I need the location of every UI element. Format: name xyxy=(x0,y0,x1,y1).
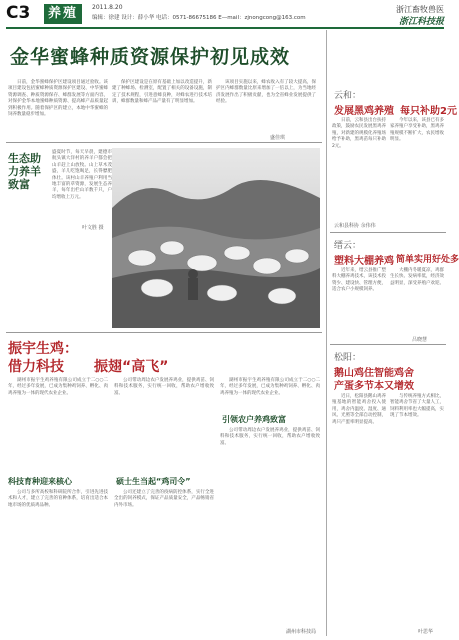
feature-col-1: 湖州市振宇生鸡养殖有限公司成立于二○○二年，经过多年发展，已成为集种鸡饲养、孵化、肉鸡养殖为一体的现代农业企业。 xyxy=(8,378,108,396)
lead-col-2: 保护区建设是在原有基础上加以改造提升，新建了种蜂场、检测室，配置了相关的设备设施，制定了技术规程，引进意蜂良种，对蜂农进行技术培训，蜂群数量和蜂产品产量有了明显增加。 xyxy=(112,80,212,105)
lead-headline: 金华蜜蜂种质资源保护初见成效 xyxy=(10,46,291,68)
feature-col-3b: 公司带动周边农户发展养鸡业，提供鸡苗、饲料和技术服务，实行统一回收，帮助农户增收致富。 xyxy=(220,428,320,446)
page-number: C3 xyxy=(6,3,31,23)
feature-col-3: 湖州市振宇生鸡养殖有限公司成立于二○○二年，经过多年发展，已成为集种鸡饲养、孵化、肉鸡养殖为一体的现代农业企业。 xyxy=(220,378,320,396)
region-jinyun: 缙云： xyxy=(334,241,362,251)
feature-col-1b: 公司与多所高校和科研院所合作，引进先进技术和人才，建立了完善的育种体系，培育出适合本地市场的优质鸡品种。 xyxy=(8,490,108,508)
lead-byline: 盛佳琪 xyxy=(270,135,286,141)
lead-col-1: 日前，金华蜜蜂保护区建设项目通过验收。该项目建设包括蜜蜂种质资源保护区建设、中华蜜蜂资源调查、种质资源保存、蜂群发展等方面内容，对保护金华本地蜜蜂种质资源、提高蜂产品质量起到积极作用。随着保护区的建立，本地中华蜜蜂的饲养数量稳步增加。 xyxy=(8,80,108,118)
goats-photo xyxy=(112,148,320,328)
songyang-title-2: 产蛋多节本又增效 xyxy=(334,381,414,392)
jinyun-title: 塑料大棚养鸡 xyxy=(334,256,394,267)
region-yunhe: 云和： xyxy=(334,91,362,101)
section-name: 浙江畜牧兽医 xyxy=(396,5,444,14)
photo-story-byline: 叶文胜 摄 xyxy=(82,225,104,231)
feature-subhead-1: 科技育种迎来核心 xyxy=(8,477,72,486)
issue-date: 2011.8.20 xyxy=(92,4,123,11)
feature-subhead-2: 硕士生当起“鸡司令” xyxy=(116,477,191,486)
feature-col-2: 公司带动周边农户发展养鸡业，提供鸡苗、饲料和技术服务，实行统一回收，帮助农户增收致富。 xyxy=(114,378,214,396)
feature-byline: 湖州市科技局 xyxy=(286,629,317,635)
section-tag: 养殖 xyxy=(44,4,82,24)
yunhe-byline: 云和县科协 余伟伟 xyxy=(334,223,376,229)
songyang-col-2: 与传统养殖方式相比，智能鸡舍节省了大量人工，饲料利用率也大幅提高，实现了节本增效。 xyxy=(390,394,444,419)
jinyun-byline: 吕晓慧 xyxy=(412,337,428,343)
songyang-col-1: 近日，松阳县鹅山鸡养殖基地的智能鸡舍投入使用，鸡舍内温度、湿度、通风、光照等全部自动控制，鸡只产蛋率明显提高。 xyxy=(332,394,386,425)
jinyun-col-2: 大棚内冬暖夏凉，鸡群生长快、发病率低，经济效益明显，深受养殖户欢迎。 xyxy=(390,268,444,286)
feature-col-2b: 公司还建立了完善的疫病防控体系，实行全进全出的饲养模式，保证产品质量安全，产品畅销省内外市场。 xyxy=(114,490,214,508)
photo-story-text: 盛夏时节，每天早晨，建德市航头镇大洋村的养羊户都会把山羊赶上山放牧。山上草木茂盛，羊儿吃饱喝足，长得膘肥体壮。该村山羊养殖户利用当地丰富的草资源，发展生态养羊，每年出栏山羊数千只，户均增收上万元。 xyxy=(52,150,112,200)
yunhe-col-1: 日前，云和县出台扶持政策，鼓励农民发展黑鸡养殖，对新建的规模化养殖场给予补助，黑鸡苗每只补助2元。 xyxy=(332,118,386,149)
feature-title-3: 振翅“高飞” xyxy=(94,359,169,375)
feature-title-1: 振宇生鸡： xyxy=(8,341,78,357)
paper-logo: 浙江科技报 xyxy=(398,17,444,27)
feature-subhead-3: 引领农户养鸡致富 xyxy=(222,415,286,424)
yunhe-title: 发展黑鸡养殖 xyxy=(334,106,394,117)
feature-title-2: 借力科技 xyxy=(8,359,64,375)
yunhe-title-2: 每只补助2元 xyxy=(400,106,457,117)
region-songyang: 松阳： xyxy=(334,353,362,363)
header-rule xyxy=(6,27,444,29)
jinyun-title-2: 简单实用好处多 xyxy=(396,255,459,265)
photo-story-title: 生态助力养羊致富 xyxy=(8,152,41,191)
editor-info: 编辑：徐建 设计：薛小华 电话：0571-86675186 E—mail：zjnongcong@163.com xyxy=(92,15,306,21)
lead-col-3: 该项目实施以来，蜂农收入有了较大提高，保护区内蜂群数量比原来增加了一倍以上，为当地经济发展作出了积极贡献，也为全省蜂业发展提供了经验。 xyxy=(216,80,316,105)
songyang-byline: 叶思华 xyxy=(418,629,434,635)
yunhe-col-2: 今年以来，该县已有多家养殖户享受补助，黑鸡养殖规模不断扩大，农民增收明显。 xyxy=(390,118,444,143)
jinyun-col-1: 近年来，缙云县推广塑料大棚养鸡技术，该技术投资少、建设快、管理方便，适合农户小规模饲养。 xyxy=(332,268,386,293)
songyang-title: 鹅山鸡住智能鸡舍 xyxy=(334,368,414,379)
